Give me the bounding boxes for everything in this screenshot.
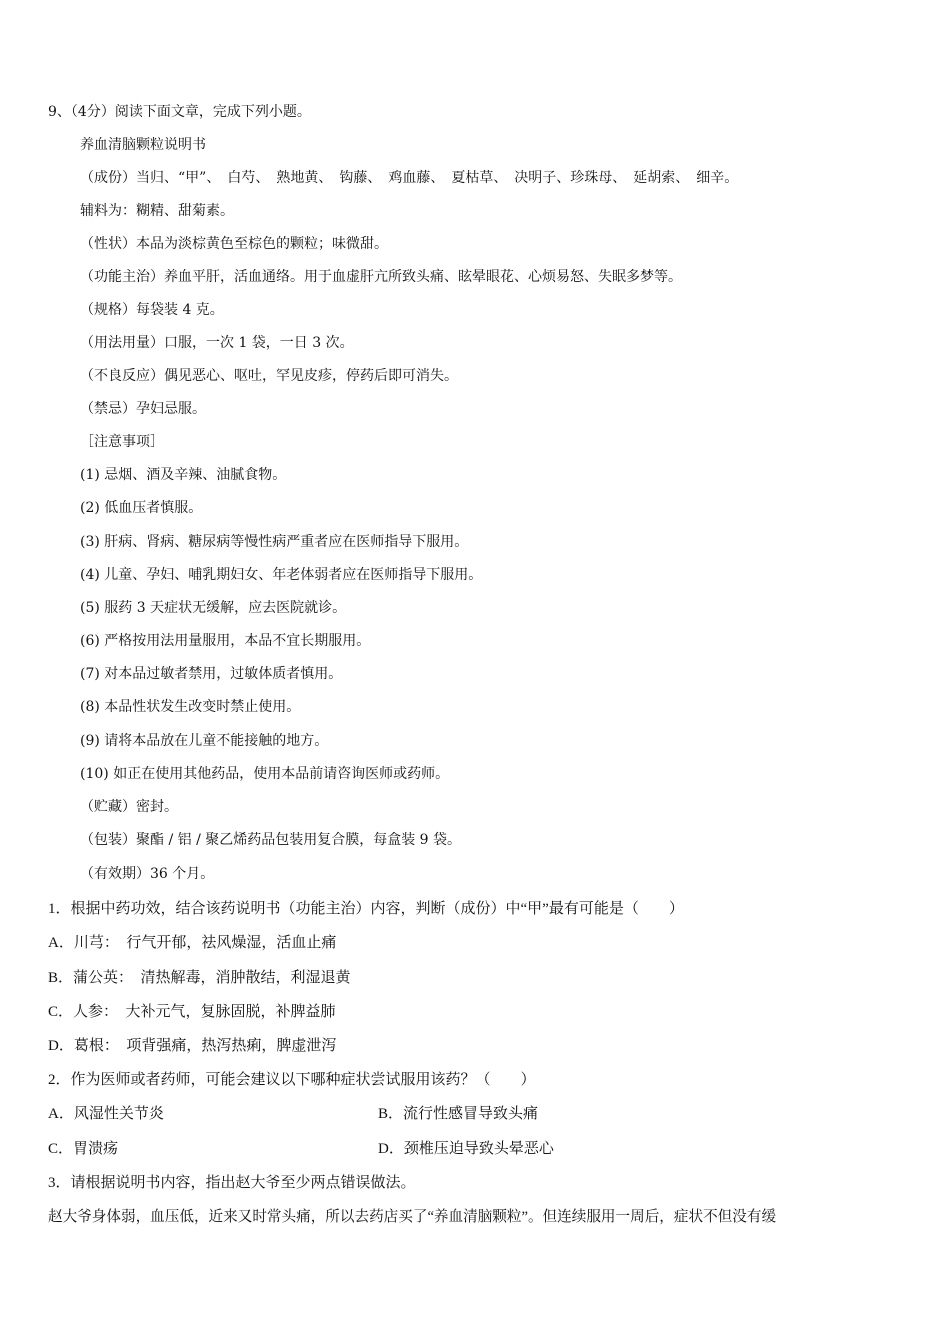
q3-stem: 3．请根据说明书内容，指出赵大爷至少两点错误做法。	[48, 1175, 416, 1191]
q2-option-a: A．风湿性关节炎	[48, 1106, 164, 1122]
leaflet-dosage: （用法用量）口服，一次 1 袋，一日 3 次。	[80, 335, 354, 351]
q1-option-a: A．川芎： 行气开郁，祛风燥湿，活血止痛	[48, 935, 337, 951]
q2-stem: 2．作为医师或者药师，可能会建议以下哪种症状尝试服用该药？（ ）	[48, 1072, 536, 1088]
leaflet-note: (3) 肝病、肾病、糖尿病等慢性病严重者应在医师指导下服用。	[80, 534, 469, 550]
leaflet-note: (2) 低血压者慎服。	[80, 500, 203, 516]
leaflet-note: (5) 服药 3 天症状无缓解，应去医院就诊。	[80, 600, 347, 616]
q2-option-b: B．流行性感冒导致头痛	[378, 1106, 539, 1122]
leaflet-note: (8) 本品性状发生改变时禁止使用。	[80, 699, 301, 715]
leaflet-note: (10) 如正在使用其他药品，使用本品前请咨询医师或药师。	[80, 766, 450, 782]
leaflet-excipients: 辅料为：糊精、甜菊素。	[80, 203, 234, 219]
q2-option-c: C．胃溃疡	[48, 1141, 119, 1157]
leaflet-note: (6) 严格按用法用量服用，本品不宜长期服用。	[80, 633, 371, 649]
q2-option-d: D．颈椎压迫导致头晕恶心	[378, 1141, 554, 1157]
leaflet-specification: （规格）每袋装 4 克。	[80, 302, 224, 318]
q1-option-c: C．人参： 大补元气，复脉固脱，补脾益肺	[48, 1004, 336, 1020]
leaflet-storage: （贮藏）密封。	[80, 799, 178, 815]
leaflet-contraindication: （禁忌）孕妇忌服。	[80, 401, 206, 417]
q3-passage: 赵大爷身体弱，血压低，近来又时常头痛，所以去药店买了“养血清脑颗粒”。但连续服用一周后，症状不但没有缓	[48, 1209, 777, 1225]
q1-stem: 1．根据中药功效，结合该药说明书（功能主治）内容，判断（成份）中“甲”最有可能是（ ）	[48, 901, 684, 917]
q1-option-d: D．葛根： 项背强痛，热泻热痢，脾虚泄泻	[48, 1038, 337, 1054]
leaflet-appearance: （性状）本品为淡棕黄色至棕色的颗粒；味微甜。	[80, 236, 388, 252]
question-header: 9、（4分）阅读下面文章，完成下列小题。	[48, 104, 311, 120]
leaflet-notes-heading: ［注意事项］	[80, 434, 164, 450]
leaflet-title: 养血清脑颗粒说明书	[80, 137, 206, 153]
leaflet-ingredients: （成份）当归、“甲”、 白芍、 熟地黄、 钩藤、 鸡血藤、 夏枯草、 决明子、珍珠母、 延胡索、 细辛。	[80, 170, 739, 186]
leaflet-validity: （有效期）36 个月。	[80, 866, 215, 882]
leaflet-note: (9) 请将本品放在儿童不能接触的地方。	[80, 733, 329, 749]
leaflet-packaging: （包装）聚酯 / 铝 / 聚乙烯药品包装用复合膜，每盒装 9 袋。	[80, 832, 462, 848]
leaflet-function: （功能主治）养血平肝，活血通络。用于血虚肝亢所致头痛、眩晕眼花、心烦易怒、失眠多梦等。	[80, 269, 682, 285]
q1-option-b: B．蒲公英： 清热解毒，消肿散结，利湿退黄	[48, 970, 351, 986]
leaflet-note: (1) 忌烟、酒及辛辣、油腻食物。	[80, 467, 287, 483]
leaflet-note: (4) 儿童、孕妇、哺乳期妇女、年老体弱者应在医师指导下服用。	[80, 567, 483, 583]
leaflet-note: (7) 对本品过敏者禁用，过敏体质者慎用。	[80, 666, 343, 682]
leaflet-adverse-reactions: （不良反应）偶见恶心、呕吐，罕见皮疹，停药后即可消失。	[80, 368, 458, 384]
